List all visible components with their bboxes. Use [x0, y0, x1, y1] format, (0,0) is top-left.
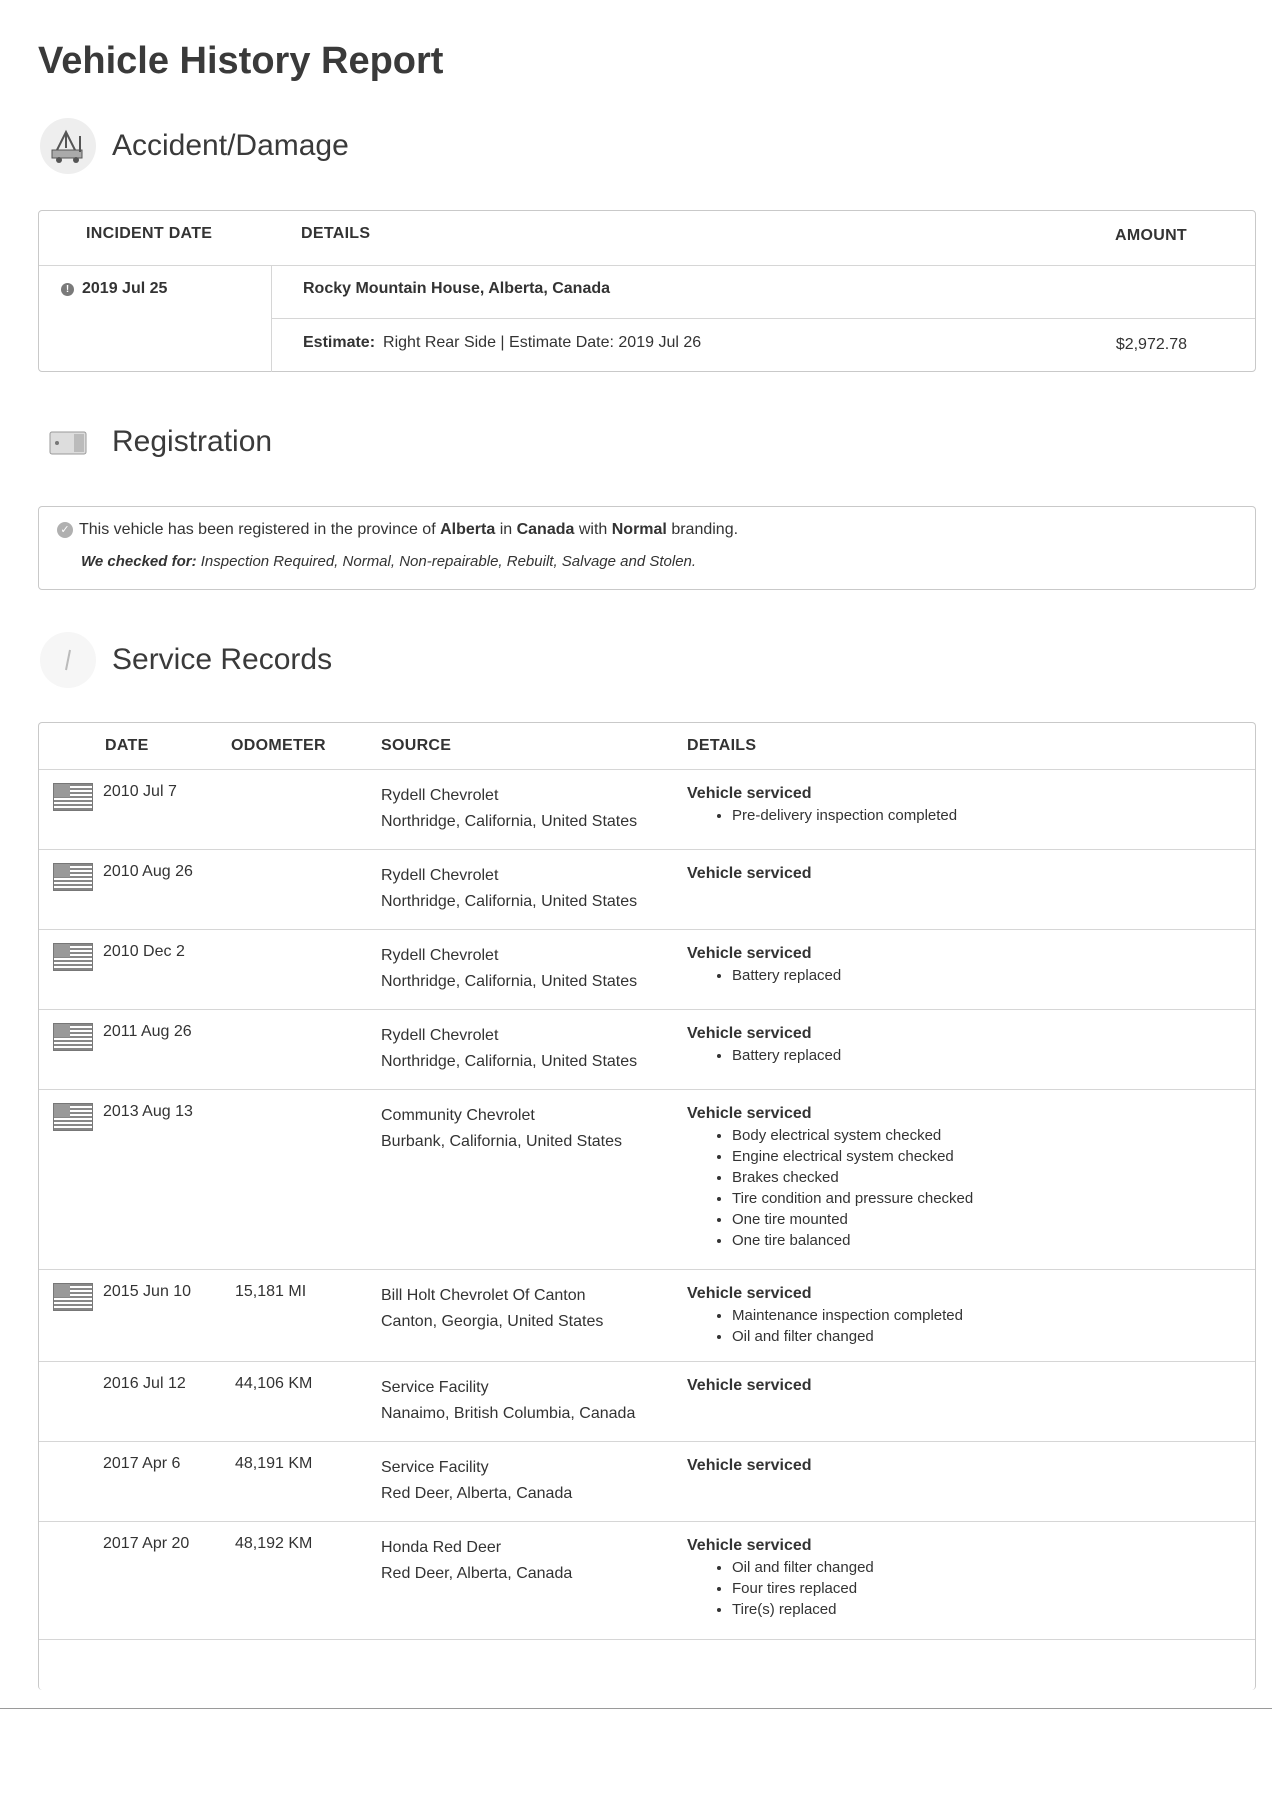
- source-name: Rydell Chevrolet: [381, 867, 499, 884]
- accident-location: Rocky Mountain House, Alberta, Canada: [303, 280, 611, 297]
- record-odometer: 44,106 KM: [235, 1375, 313, 1392]
- accident-table-header: [39, 211, 1255, 266]
- registration-box: [38, 506, 1256, 590]
- accident-section-header: [40, 118, 349, 174]
- record-item: • Oil and filter changed: [732, 1326, 963, 1347]
- record-source: [381, 943, 637, 995]
- us-flag-icon: [53, 783, 93, 811]
- page-title: Vehicle History Report: [38, 40, 444, 82]
- record-title: Vehicle serviced: [687, 865, 812, 882]
- source-name: Service Facility: [381, 1379, 489, 1396]
- source-name: Rydell Chevrolet: [381, 1027, 499, 1044]
- record-items: [687, 1305, 963, 1347]
- record-odometer: 48,191 KM: [235, 1455, 313, 1472]
- record-details: [687, 1457, 812, 1477]
- accident-amount: $2,972.78: [1115, 336, 1187, 353]
- record-title: Vehicle serviced: [687, 1105, 812, 1122]
- record-details: [687, 1377, 812, 1397]
- record-item: • Brakes checked: [732, 1167, 973, 1188]
- service-record-row: [39, 1089, 1255, 1270]
- source-location: Northridge, California, United States: [381, 813, 638, 830]
- record-item: • Tire(s) replaced: [732, 1599, 874, 1620]
- source-location: Northridge, California, United States: [381, 973, 638, 990]
- record-source: [381, 1455, 572, 1507]
- tow-truck-icon: [40, 118, 96, 174]
- accident-date: [61, 280, 167, 298]
- record-item: • Maintenance inspection completed: [732, 1305, 963, 1326]
- service-record-row: [39, 769, 1255, 850]
- record-details: [687, 1025, 841, 1066]
- page-bottom-rule: [0, 1708, 1272, 1709]
- checked-for-label: We checked for:: [81, 553, 197, 570]
- service-section-title: Service Records: [112, 643, 333, 676]
- us-flag-icon: [53, 1023, 93, 1051]
- registration-branding: Normal: [611, 521, 667, 538]
- record-item: • Four tires replaced: [732, 1578, 874, 1599]
- source-header: SOURCE: [381, 737, 452, 754]
- service-record-row: [39, 1521, 1255, 1640]
- record-item: • Pre-delivery inspection completed: [732, 805, 957, 826]
- record-source: [381, 1103, 622, 1155]
- source-location: Nanaimo, British Columbia, Canada: [381, 1405, 636, 1422]
- service-record-row: [39, 929, 1255, 1010]
- record-source: [381, 1023, 637, 1075]
- record-date: 2011 Aug 26: [103, 1023, 192, 1040]
- service-record-row: [39, 1441, 1255, 1522]
- service-table-header: [39, 723, 1255, 770]
- accident-section-title: Accident/Damage: [112, 129, 349, 162]
- checked-for-text: Inspection Required, Normal, Non-repairable, Rebuilt, Salvage and Stolen.: [200, 553, 697, 570]
- source-location: Canton, Georgia, United States: [381, 1313, 604, 1330]
- source-location: Red Deer, Alberta, Canada: [381, 1565, 573, 1582]
- source-location: Northridge, California, United States: [381, 1053, 638, 1070]
- accident-row: [39, 266, 1255, 372]
- record-date: 2016 Jul 12: [103, 1375, 186, 1392]
- record-title: Vehicle serviced: [687, 1285, 812, 1302]
- incident-date-header: INCIDENT DATE: [86, 225, 213, 242]
- record-source: [381, 863, 637, 915]
- date-header: DATE: [105, 737, 149, 754]
- registration-country: Canada: [516, 521, 575, 538]
- registration-statement: [57, 521, 738, 539]
- us-flag-icon: [53, 863, 93, 891]
- record-details: [687, 1105, 973, 1251]
- record-date: 2015 Jun 10: [103, 1283, 192, 1300]
- estimate-text: Right Rear Side | Estimate Date: 2019 Jul 26: [383, 334, 702, 351]
- accident-date-cell: [39, 266, 272, 372]
- details-header: DETAILS: [301, 225, 371, 242]
- record-title: Vehicle serviced: [687, 1537, 812, 1554]
- source-name: Community Chevrolet: [381, 1107, 535, 1124]
- record-item: • Body electrical system checked: [732, 1125, 973, 1146]
- record-source: [381, 1535, 572, 1587]
- record-item: • One tire balanced: [732, 1230, 973, 1251]
- accident-estimate: [303, 334, 701, 352]
- info-icon: !: [61, 283, 74, 296]
- record-details: [687, 785, 957, 826]
- record-item: • Battery replaced: [732, 965, 841, 986]
- service-records-table: [38, 722, 1256, 1690]
- record-details: [687, 1285, 963, 1347]
- record-date: 2017 Apr 6: [103, 1455, 181, 1472]
- record-source: [381, 1283, 603, 1335]
- registration-card-icon: [40, 414, 96, 470]
- amount-header: AMOUNT: [1114, 227, 1187, 244]
- service-record-row: [39, 849, 1255, 930]
- source-location: Burbank, California, United States: [381, 1133, 623, 1150]
- record-item: • Tire condition and pressure checked: [732, 1188, 973, 1209]
- record-title: Vehicle serviced: [687, 945, 812, 962]
- record-details: [687, 865, 812, 885]
- us-flag-icon: [53, 1103, 93, 1131]
- estimate-label: Estimate:: [303, 334, 376, 351]
- record-title: Vehicle serviced: [687, 1377, 812, 1394]
- record-date: 2010 Dec 2: [103, 943, 185, 960]
- registration-province: Alberta: [440, 521, 496, 538]
- record-source: [381, 1375, 635, 1427]
- record-date: 2010 Aug 26: [103, 863, 193, 880]
- record-items: [687, 1557, 874, 1620]
- us-flag-icon: [53, 1283, 93, 1311]
- service-record-row: [39, 1009, 1255, 1090]
- record-details: [687, 945, 841, 986]
- us-flag-icon: [53, 943, 93, 971]
- check-icon: ✓: [57, 522, 73, 538]
- record-items: [687, 805, 957, 826]
- record-title: Vehicle serviced: [687, 785, 812, 802]
- record-items: [687, 1125, 973, 1251]
- registration-text: This vehicle has been registered in the province of Alberta in Canada with Normal branding.: [79, 521, 739, 538]
- accident-table: [38, 210, 1256, 372]
- record-odometer: 15,181 MI: [235, 1283, 307, 1300]
- source-name: Honda Red Deer: [381, 1539, 502, 1556]
- record-item: • Engine electrical system checked: [732, 1146, 973, 1167]
- record-item: • Oil and filter changed: [732, 1557, 874, 1578]
- accident-divider: [271, 318, 1255, 319]
- source-location: Red Deer, Alberta, Canada: [381, 1485, 573, 1502]
- record-date: 2013 Aug 13: [103, 1103, 193, 1120]
- record-details: [687, 1537, 874, 1620]
- record-title: Vehicle serviced: [687, 1457, 812, 1474]
- record-odometer: 48,192 KM: [235, 1535, 313, 1552]
- wrench-icon: [40, 632, 96, 688]
- details-header: DETAILS: [687, 737, 757, 754]
- record-item: • One tire mounted: [732, 1209, 973, 1230]
- registration-section-header: [40, 414, 272, 470]
- source-name: Rydell Chevrolet: [381, 947, 499, 964]
- service-section-header: [40, 632, 332, 688]
- record-items: [687, 1045, 841, 1066]
- source-name: Service Facility: [381, 1459, 489, 1476]
- registration-section-title: Registration: [112, 425, 273, 458]
- service-record-row: [39, 1361, 1255, 1442]
- source-name: Rydell Chevrolet: [381, 787, 499, 804]
- source-location: Northridge, California, United States: [381, 893, 638, 910]
- record-item: • Battery replaced: [732, 1045, 841, 1066]
- service-record-row: [39, 1269, 1255, 1362]
- record-date: 2017 Apr 20: [103, 1535, 190, 1552]
- accident-date-text: 2019 Jul 25: [82, 280, 168, 297]
- checked-for-line: [81, 553, 696, 570]
- source-name: Bill Holt Chevrolet Of Canton: [381, 1287, 586, 1304]
- record-date: 2010 Jul 7: [103, 783, 177, 800]
- record-source: [381, 783, 637, 835]
- record-title: Vehicle serviced: [687, 1025, 812, 1042]
- odometer-header: ODOMETER: [231, 737, 326, 754]
- record-items: [687, 965, 841, 986]
